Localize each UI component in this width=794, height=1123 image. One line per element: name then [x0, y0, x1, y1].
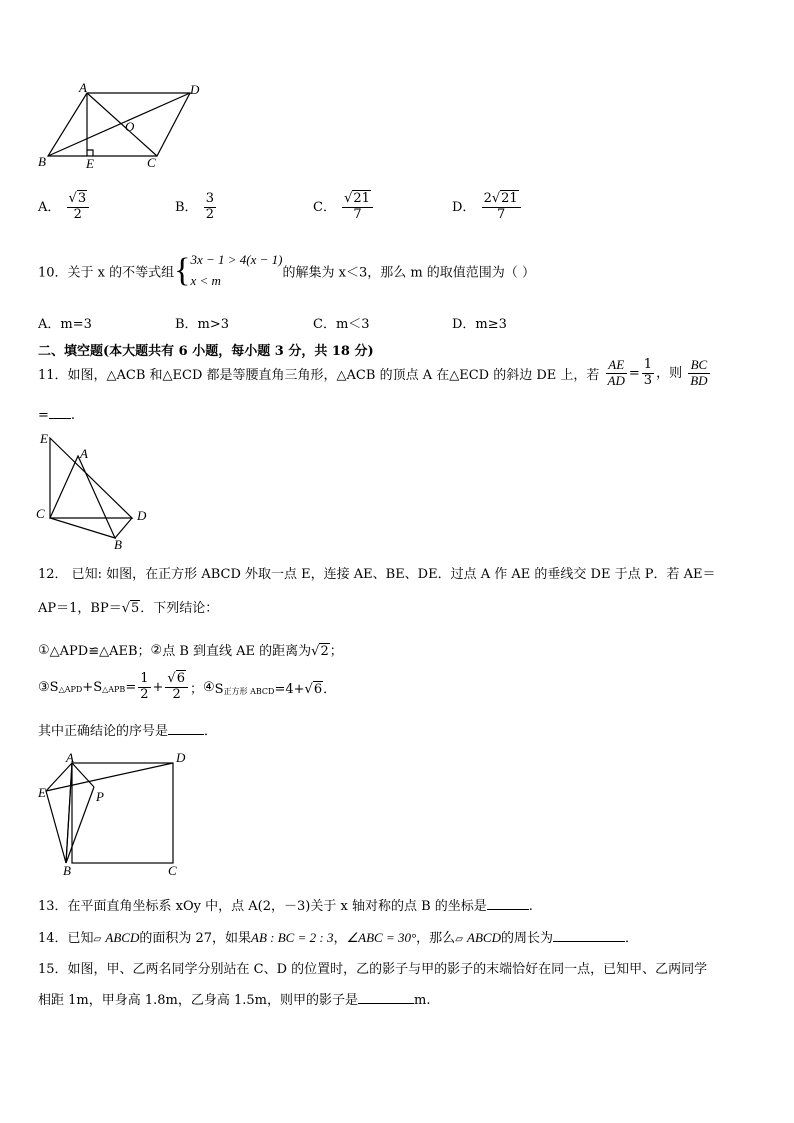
- q13-answer-blank[interactable]: [487, 896, 529, 910]
- q12-conclusions-3-4: ③S△APD+S△APB= $\frac{1}{2}$ + $\frac{√6}{2}$ ；④S正方形 ABCD=4+√6．: [38, 671, 337, 702]
- label-E: E: [38, 785, 46, 800]
- label-E: E: [86, 156, 94, 171]
- label-A: A: [80, 446, 88, 461]
- label-C: C: [147, 155, 156, 170]
- q11-question: 11．如图，△ACB 和△ECD 都是等腰直角三角形，△ACB 的顶点 A 在△ECD 的斜边 DE 上，若 $\frac{AE}{AD}$ = $\frac{1}{3}$ ，则 $\frac{BC}{BD}$: [38, 357, 708, 388]
- label-C: C: [168, 863, 177, 878]
- label-C: C: [36, 506, 45, 521]
- label-P: P: [96, 789, 104, 804]
- q9-option-c: C． $\frac{√21}{7}$: [313, 192, 375, 223]
- q12-ask: 其中正确结论的序号是 ．: [38, 720, 217, 739]
- label-B: B: [38, 154, 46, 169]
- label-A: A: [79, 80, 87, 95]
- label-A: A: [66, 750, 74, 765]
- q11-answer-blank[interactable]: [49, 405, 71, 419]
- label-B: B: [114, 537, 122, 552]
- q11-answer-line: = .: [38, 405, 75, 423]
- q10-question: 10．关于 x 的不等式组{ 3x − 1 > 4(x − 1) x < m 的解集为 x＜3，那么 m 的取值范围为（ ）: [38, 251, 535, 289]
- parallelogram-figure: [28, 78, 208, 173]
- label-D: D: [190, 82, 200, 97]
- q12-line2: AP＝1，BP＝√5．下列结论：: [38, 601, 219, 616]
- q15-line1: 15．如图，甲、乙两名同学分别站在 C、D 的位置时，乙的影子与甲的影子的末端恰好在同一点，已知甲、乙两同学: [38, 962, 708, 977]
- q9-option-b: B． $\frac{3}{2}$: [175, 191, 214, 222]
- q10-option-b: B．m>3: [175, 317, 230, 332]
- q15-answer-blank[interactable]: [358, 990, 414, 1004]
- q15-line2: 相距 1m，甲身高 1.8m，乙身高 1.5m，则甲的影子是 m.: [38, 989, 430, 1008]
- q14-question: 14．已知▱ ABCD的面积为 27，如果AB : BC = 2 : 3，∠ABC = 30°，那么▱ ABCD的周长为 ．: [38, 930, 639, 946]
- q14-answer-blank[interactable]: [553, 928, 625, 942]
- label-B: B: [63, 863, 71, 878]
- label-E: E: [40, 431, 48, 446]
- section-heading: 二、填空题(本大题共有 6 小题，每小题 3 分，共 18 分): [38, 344, 374, 359]
- q9-option-a: A． $\frac{√3}{2}$: [38, 192, 91, 223]
- label-D: D: [137, 508, 147, 523]
- label-D: D: [176, 750, 186, 765]
- q10-option-a: A．m=3: [38, 317, 92, 332]
- q12-answer-blank[interactable]: [168, 721, 204, 735]
- q12-figure: [30, 745, 190, 880]
- q12-line1: 12． 已知: 如图，在正方形 ABCD 外取一点 E，连接 AE、BE、DE．过点 A 作 AE 的垂线交 DE 于点 P．若 AE＝: [38, 567, 716, 582]
- q10-option-d: D．m≥3: [452, 317, 507, 332]
- q12-conclusions-1-2: ①△APD≌△AEB；②点 B 到直线 AE 的距离为√2；: [38, 643, 343, 659]
- q11-figure: [30, 428, 160, 553]
- q13-question: 13．在平面直角坐标系 xOy 中，点 A(2，－3)关于 x 轴对称的点 B 的坐标是 .: [38, 895, 533, 914]
- label-O: O: [125, 119, 135, 134]
- q9-option-d: D． $\frac{2√21}{7}$: [452, 192, 523, 223]
- q10-option-c: C．m＜3: [313, 317, 370, 332]
